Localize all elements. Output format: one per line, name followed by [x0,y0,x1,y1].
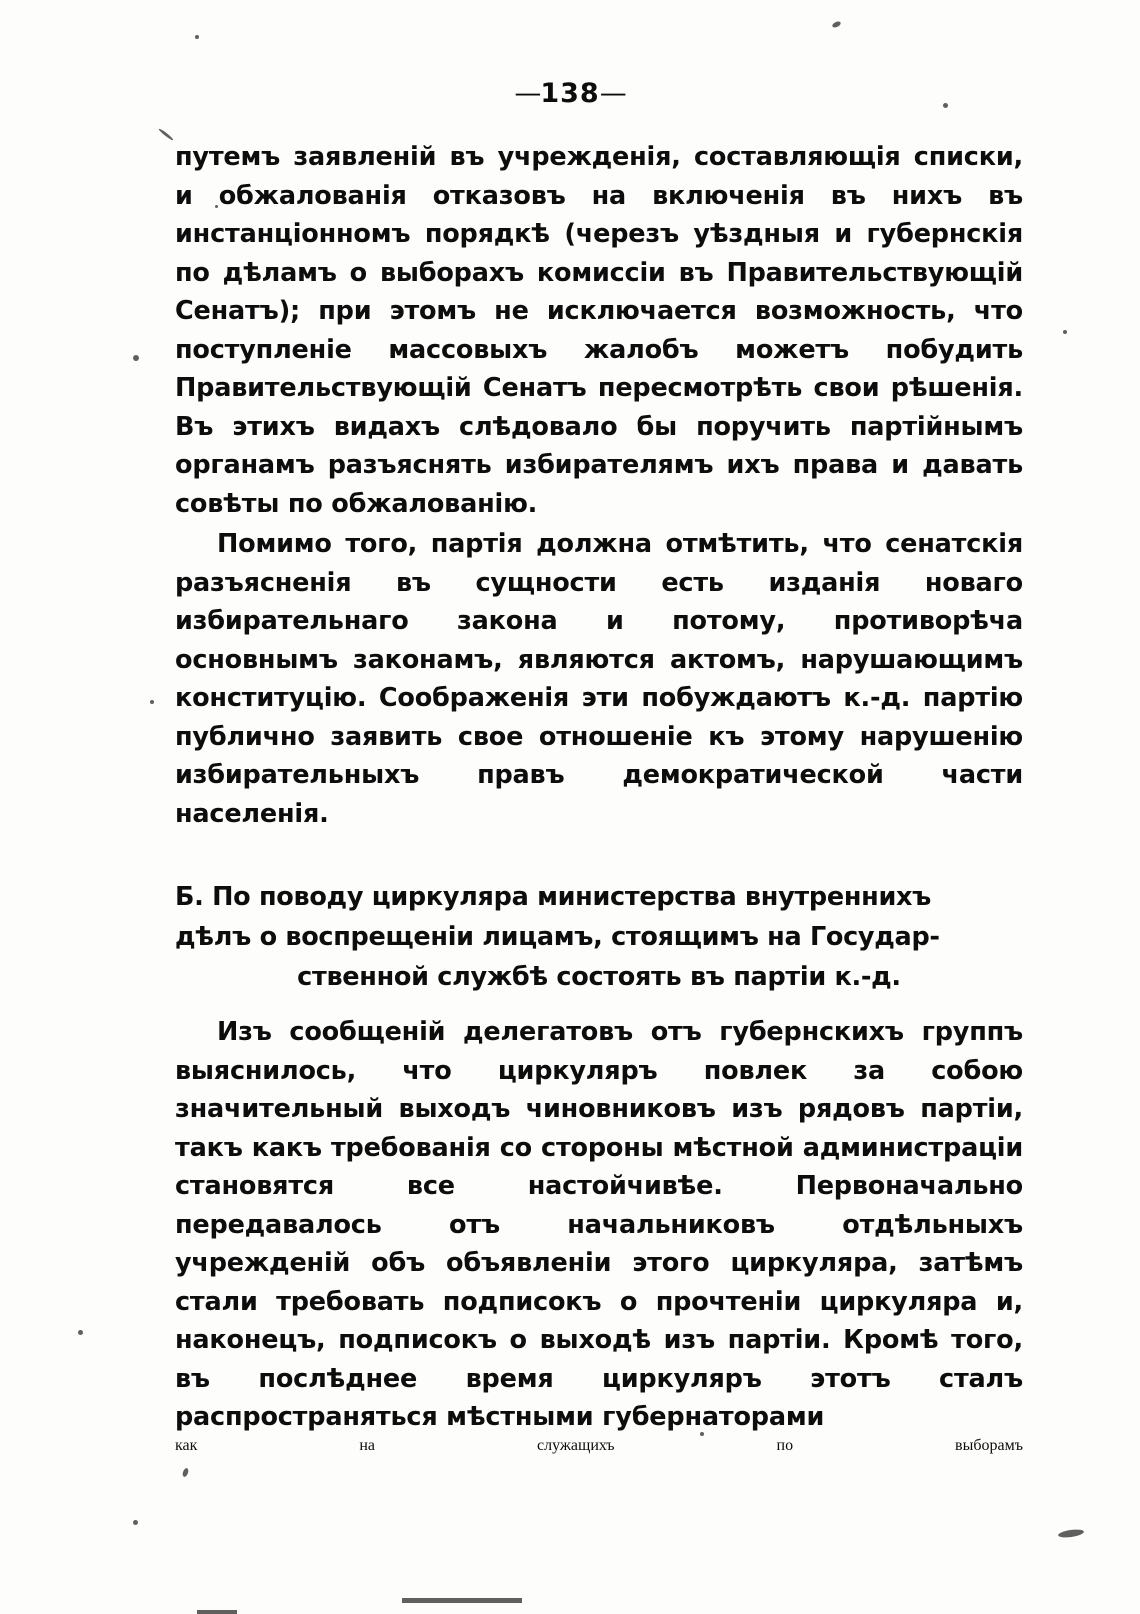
scan-speck [195,35,199,39]
last-line-word: как [175,1436,198,1454]
scan-speck [197,1610,237,1614]
last-line-word: служащихъ [536,1436,615,1454]
page-number-value: 138 [540,78,600,109]
scan-speck [78,1330,83,1335]
scan-speck [1058,1528,1085,1539]
body-paragraph-2: Помимо того, партія должна отмѣтить, что сенатскія разъясненія въ сущности есть изданія новаго избирательнаго закона и потому, противорѣча основнымъ законамъ, являются актомъ, нарушающимъ конституцію. Соображенія эти побуждаютъ к.-д. партію публично заявить свое отношеніе къ этому нарушенію избирательныхъ правъ демократической части населенія. [175,529,1023,829]
section-heading-line-2: дѣлъ о воспрещеніи лицамъ, стоящимъ на Государ- [175,922,940,952]
scan-speck [831,20,841,28]
page-content [175,138,1023,1455]
body-paragraph-3: Изъ сообщеній делегатовъ отъ губернскихъ группъ выяснилось, что циркуляръ повлек за собою значительный выходъ чиновниковъ изъ рядовъ партіи, такъ какъ требованія со стороны мѣстной администраціи становятся все настойчивѣе. Первоначально передавалось отъ начальниковъ отдѣльныхъ учрежденій объ объявленіи этого циркуляра, затѣмъ стали требовать подписокъ о прочтеніи циркуляра и, наконецъ, подписокъ о выходѣ изъ партіи. Кромѣ того, въ послѣднее время циркуляръ этотъ сталъ распространяться мѣстными губернаторами [175,1017,1023,1432]
last-line-word: выборамъ [955,1436,1023,1454]
scan-speck [402,1598,522,1603]
body-paragraph-3-last-line [175,1437,1023,1455]
page-number-right-dash: — [599,78,626,109]
scan-speck [150,700,154,704]
scan-speck [158,128,174,141]
scan-speck [1063,330,1067,334]
last-line-word: на [359,1436,376,1454]
last-line-word: по [776,1436,794,1454]
section-heading-line-3: ственной службѣ состоять въ партіи к.-д. [297,962,901,992]
scan-speck [182,1467,190,1477]
scan-speck [133,1520,138,1525]
page-number [0,78,1140,109]
section-heading-line-1: Б. По поводу циркуляра министерства внутреннихъ [175,882,932,912]
section-heading [175,877,1023,997]
body-paragraph-1: путемъ заявленій въ учрежденія, составляющія списки, и обжалованія отказовъ на включенія въ нихъ въ инстанціонномъ порядкѣ (черезъ уѣздныя и губернскія по дѣламъ о выборахъ комиссіи въ Правительствующій Сенатъ); при этомъ не исключается возможность, что поступленіе массовыхъ жалобъ можетъ побудить Правительствующій Сенатъ пересмотрѣть свои рѣшенія. Въ этихъ видахъ слѣдовало бы поручить партійнымъ органамъ разъяснять избирателямъ ихъ права и давать совѣты по обжалованію. [175,142,1023,519]
scan-speck [133,355,139,361]
page-number-left-dash: — [514,78,541,109]
